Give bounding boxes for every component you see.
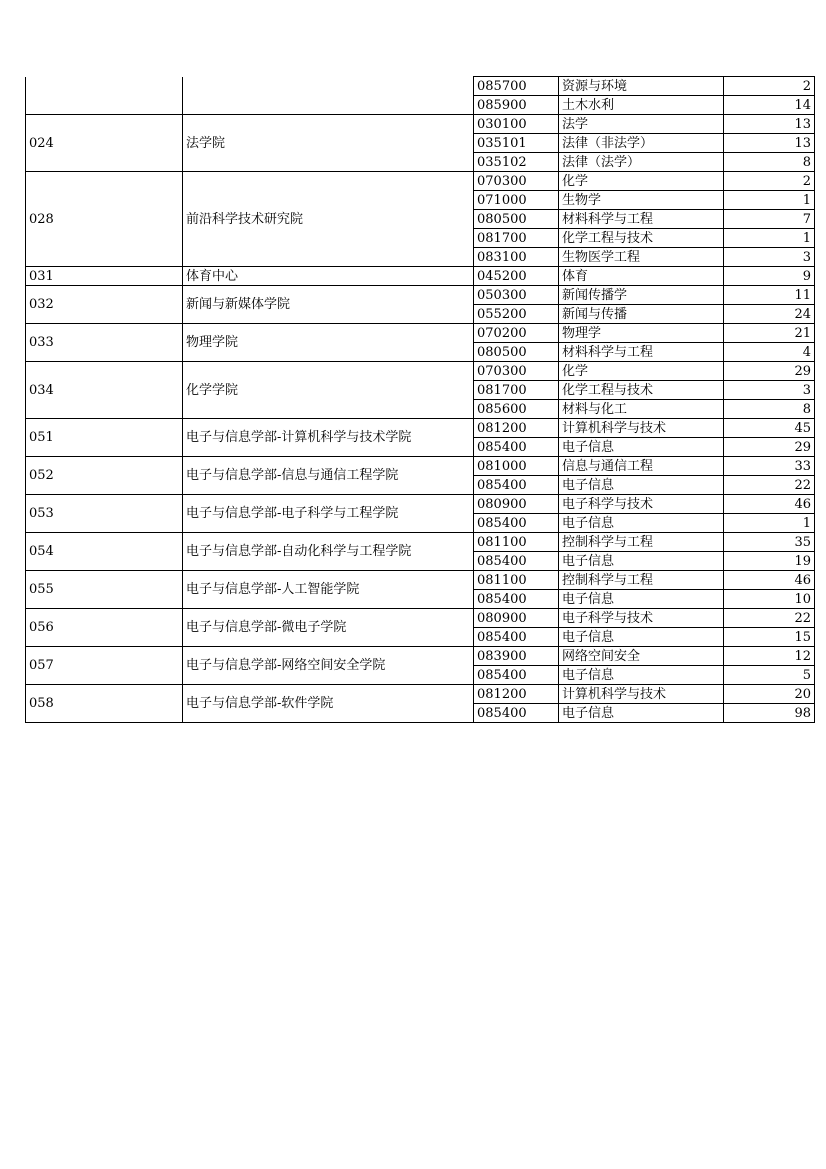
- enrollment-table: [25, 76, 815, 723]
- major-name-cell: 新闻传播学: [559, 286, 724, 305]
- major-name-cell: 计算机科学与技术: [559, 419, 724, 438]
- enrollment-count-cell: 22: [724, 609, 815, 628]
- major-name-cell: 网络空间安全: [559, 647, 724, 666]
- major-name-cell: 电子信息: [559, 514, 724, 533]
- department-code-cell: 055: [26, 571, 183, 609]
- enrollment-count-cell: 46: [724, 571, 815, 590]
- major-code-cell: 085400: [474, 704, 559, 723]
- enrollment-count-cell: 2: [724, 172, 815, 191]
- major-code-cell: 080500: [474, 343, 559, 362]
- major-code-cell: 085400: [474, 476, 559, 495]
- enrollment-count-cell: 8: [724, 153, 815, 172]
- department-name-cell: 电子与信息学部-人工智能学院: [183, 571, 474, 609]
- enrollment-count-cell: 98: [724, 704, 815, 723]
- enrollment-count-cell: 19: [724, 552, 815, 571]
- department-name-cell: 电子与信息学部-网络空间安全学院: [183, 647, 474, 685]
- enrollment-count-cell: 45: [724, 419, 815, 438]
- major-code-cell: 085400: [474, 438, 559, 457]
- major-code-cell: 081200: [474, 419, 559, 438]
- major-name-cell: 材料与化工: [559, 400, 724, 419]
- department-code-cell: 033: [26, 324, 183, 362]
- major-name-cell: 材料科学与工程: [559, 343, 724, 362]
- enrollment-count-cell: 12: [724, 647, 815, 666]
- table-row: [26, 286, 815, 305]
- major-code-cell: 085400: [474, 628, 559, 647]
- enrollment-count-cell: 1: [724, 229, 815, 248]
- major-code-cell: 085700: [474, 77, 559, 96]
- major-name-cell: 电子信息: [559, 590, 724, 609]
- department-code-cell: 052: [26, 457, 183, 495]
- department-code-cell: [26, 77, 183, 115]
- major-name-cell: 电子科学与技术: [559, 495, 724, 514]
- major-code-cell: 081700: [474, 381, 559, 400]
- enrollment-count-cell: 3: [724, 381, 815, 400]
- department-name-cell: 电子与信息学部-软件学院: [183, 685, 474, 723]
- table-body: [26, 77, 815, 723]
- department-code-cell: 057: [26, 647, 183, 685]
- major-name-cell: 法律（法学）: [559, 153, 724, 172]
- major-code-cell: 055200: [474, 305, 559, 324]
- major-name-cell: 化学: [559, 172, 724, 191]
- enrollment-count-cell: 3: [724, 248, 815, 267]
- major-code-cell: 071000: [474, 191, 559, 210]
- enrollment-count-cell: 22: [724, 476, 815, 495]
- table-row: [26, 115, 815, 134]
- table-row: [26, 77, 815, 96]
- major-name-cell: 电子科学与技术: [559, 609, 724, 628]
- major-name-cell: 信息与通信工程: [559, 457, 724, 476]
- department-name-cell: 体育中心: [183, 267, 474, 286]
- enrollment-count-cell: 13: [724, 134, 815, 153]
- major-code-cell: 083900: [474, 647, 559, 666]
- major-code-cell: 080900: [474, 609, 559, 628]
- table-row: [26, 647, 815, 666]
- enrollment-count-cell: 8: [724, 400, 815, 419]
- department-name-cell: 电子与信息学部-自动化科学与工程学院: [183, 533, 474, 571]
- table-row: [26, 609, 815, 628]
- enrollment-count-cell: 9: [724, 267, 815, 286]
- major-code-cell: 083100: [474, 248, 559, 267]
- enrollment-count-cell: 5: [724, 666, 815, 685]
- major-name-cell: 控制科学与工程: [559, 571, 724, 590]
- enrollment-count-cell: 29: [724, 438, 815, 457]
- table-row: [26, 571, 815, 590]
- major-code-cell: 030100: [474, 115, 559, 134]
- department-name-cell: 电子与信息学部-计算机科学与技术学院: [183, 419, 474, 457]
- major-code-cell: 085600: [474, 400, 559, 419]
- major-code-cell: 085400: [474, 514, 559, 533]
- enrollment-count-cell: 29: [724, 362, 815, 381]
- major-name-cell: 电子信息: [559, 438, 724, 457]
- major-name-cell: 电子信息: [559, 552, 724, 571]
- major-code-cell: 080500: [474, 210, 559, 229]
- major-name-cell: 化学工程与技术: [559, 381, 724, 400]
- department-name-cell: 物理学院: [183, 324, 474, 362]
- table-row: [26, 457, 815, 476]
- major-code-cell: 081100: [474, 571, 559, 590]
- major-name-cell: 法学: [559, 115, 724, 134]
- major-name-cell: 电子信息: [559, 628, 724, 647]
- enrollment-count-cell: 7: [724, 210, 815, 229]
- major-name-cell: 化学工程与技术: [559, 229, 724, 248]
- major-code-cell: 050300: [474, 286, 559, 305]
- major-code-cell: 085400: [474, 590, 559, 609]
- enrollment-count-cell: 15: [724, 628, 815, 647]
- major-name-cell: 电子信息: [559, 476, 724, 495]
- enrollment-count-cell: 4: [724, 343, 815, 362]
- table-row: [26, 419, 815, 438]
- table-row: [26, 172, 815, 191]
- major-code-cell: 085400: [474, 552, 559, 571]
- department-code-cell: 058: [26, 685, 183, 723]
- department-name-cell: 电子与信息学部-电子科学与工程学院: [183, 495, 474, 533]
- enrollment-count-cell: 20: [724, 685, 815, 704]
- major-name-cell: 法律（非法学）: [559, 134, 724, 153]
- table-row: [26, 533, 815, 552]
- major-code-cell: 035101: [474, 134, 559, 153]
- major-code-cell: 081000: [474, 457, 559, 476]
- major-code-cell: 045200: [474, 267, 559, 286]
- enrollment-count-cell: 2: [724, 77, 815, 96]
- major-name-cell: 物理学: [559, 324, 724, 343]
- enrollment-count-cell: 13: [724, 115, 815, 134]
- major-code-cell: 081700: [474, 229, 559, 248]
- major-name-cell: 计算机科学与技术: [559, 685, 724, 704]
- major-code-cell: 070300: [474, 172, 559, 191]
- enrollment-count-cell: 11: [724, 286, 815, 305]
- department-code-cell: 024: [26, 115, 183, 172]
- department-name-cell: 前沿科学技术研究院: [183, 172, 474, 267]
- major-name-cell: 电子信息: [559, 704, 724, 723]
- enrollment-count-cell: 1: [724, 191, 815, 210]
- major-name-cell: 电子信息: [559, 666, 724, 685]
- major-name-cell: 资源与环境: [559, 77, 724, 96]
- major-name-cell: 体育: [559, 267, 724, 286]
- enrollment-count-cell: 24: [724, 305, 815, 324]
- department-code-cell: 054: [26, 533, 183, 571]
- enrollment-count-cell: 1: [724, 514, 815, 533]
- table-row: [26, 324, 815, 343]
- major-code-cell: 080900: [474, 495, 559, 514]
- major-code-cell: 070300: [474, 362, 559, 381]
- table-row: [26, 267, 815, 286]
- department-name-cell: 新闻与新媒体学院: [183, 286, 474, 324]
- major-code-cell: 085400: [474, 666, 559, 685]
- major-code-cell: 081200: [474, 685, 559, 704]
- department-code-cell: 056: [26, 609, 183, 647]
- enrollment-count-cell: 46: [724, 495, 815, 514]
- table-row: [26, 685, 815, 704]
- department-code-cell: 053: [26, 495, 183, 533]
- major-name-cell: 土木水利: [559, 96, 724, 115]
- major-code-cell: 070200: [474, 324, 559, 343]
- major-name-cell: 生物医学工程: [559, 248, 724, 267]
- major-code-cell: 081100: [474, 533, 559, 552]
- major-name-cell: 生物学: [559, 191, 724, 210]
- enrollment-count-cell: 14: [724, 96, 815, 115]
- department-name-cell: [183, 77, 474, 115]
- enrollment-count-cell: 33: [724, 457, 815, 476]
- major-code-cell: 035102: [474, 153, 559, 172]
- major-name-cell: 控制科学与工程: [559, 533, 724, 552]
- department-code-cell: 028: [26, 172, 183, 267]
- major-name-cell: 新闻与传播: [559, 305, 724, 324]
- department-code-cell: 051: [26, 419, 183, 457]
- department-name-cell: 电子与信息学部-信息与通信工程学院: [183, 457, 474, 495]
- department-code-cell: 031: [26, 267, 183, 286]
- department-code-cell: 032: [26, 286, 183, 324]
- department-name-cell: 电子与信息学部-微电子学院: [183, 609, 474, 647]
- department-name-cell: 法学院: [183, 115, 474, 172]
- department-name-cell: 化学学院: [183, 362, 474, 419]
- department-code-cell: 034: [26, 362, 183, 419]
- table-row: [26, 362, 815, 381]
- major-code-cell: 085900: [474, 96, 559, 115]
- enrollment-count-cell: 21: [724, 324, 815, 343]
- major-name-cell: 化学: [559, 362, 724, 381]
- enrollment-count-cell: 35: [724, 533, 815, 552]
- enrollment-count-cell: 10: [724, 590, 815, 609]
- major-name-cell: 材料科学与工程: [559, 210, 724, 229]
- table-row: [26, 495, 815, 514]
